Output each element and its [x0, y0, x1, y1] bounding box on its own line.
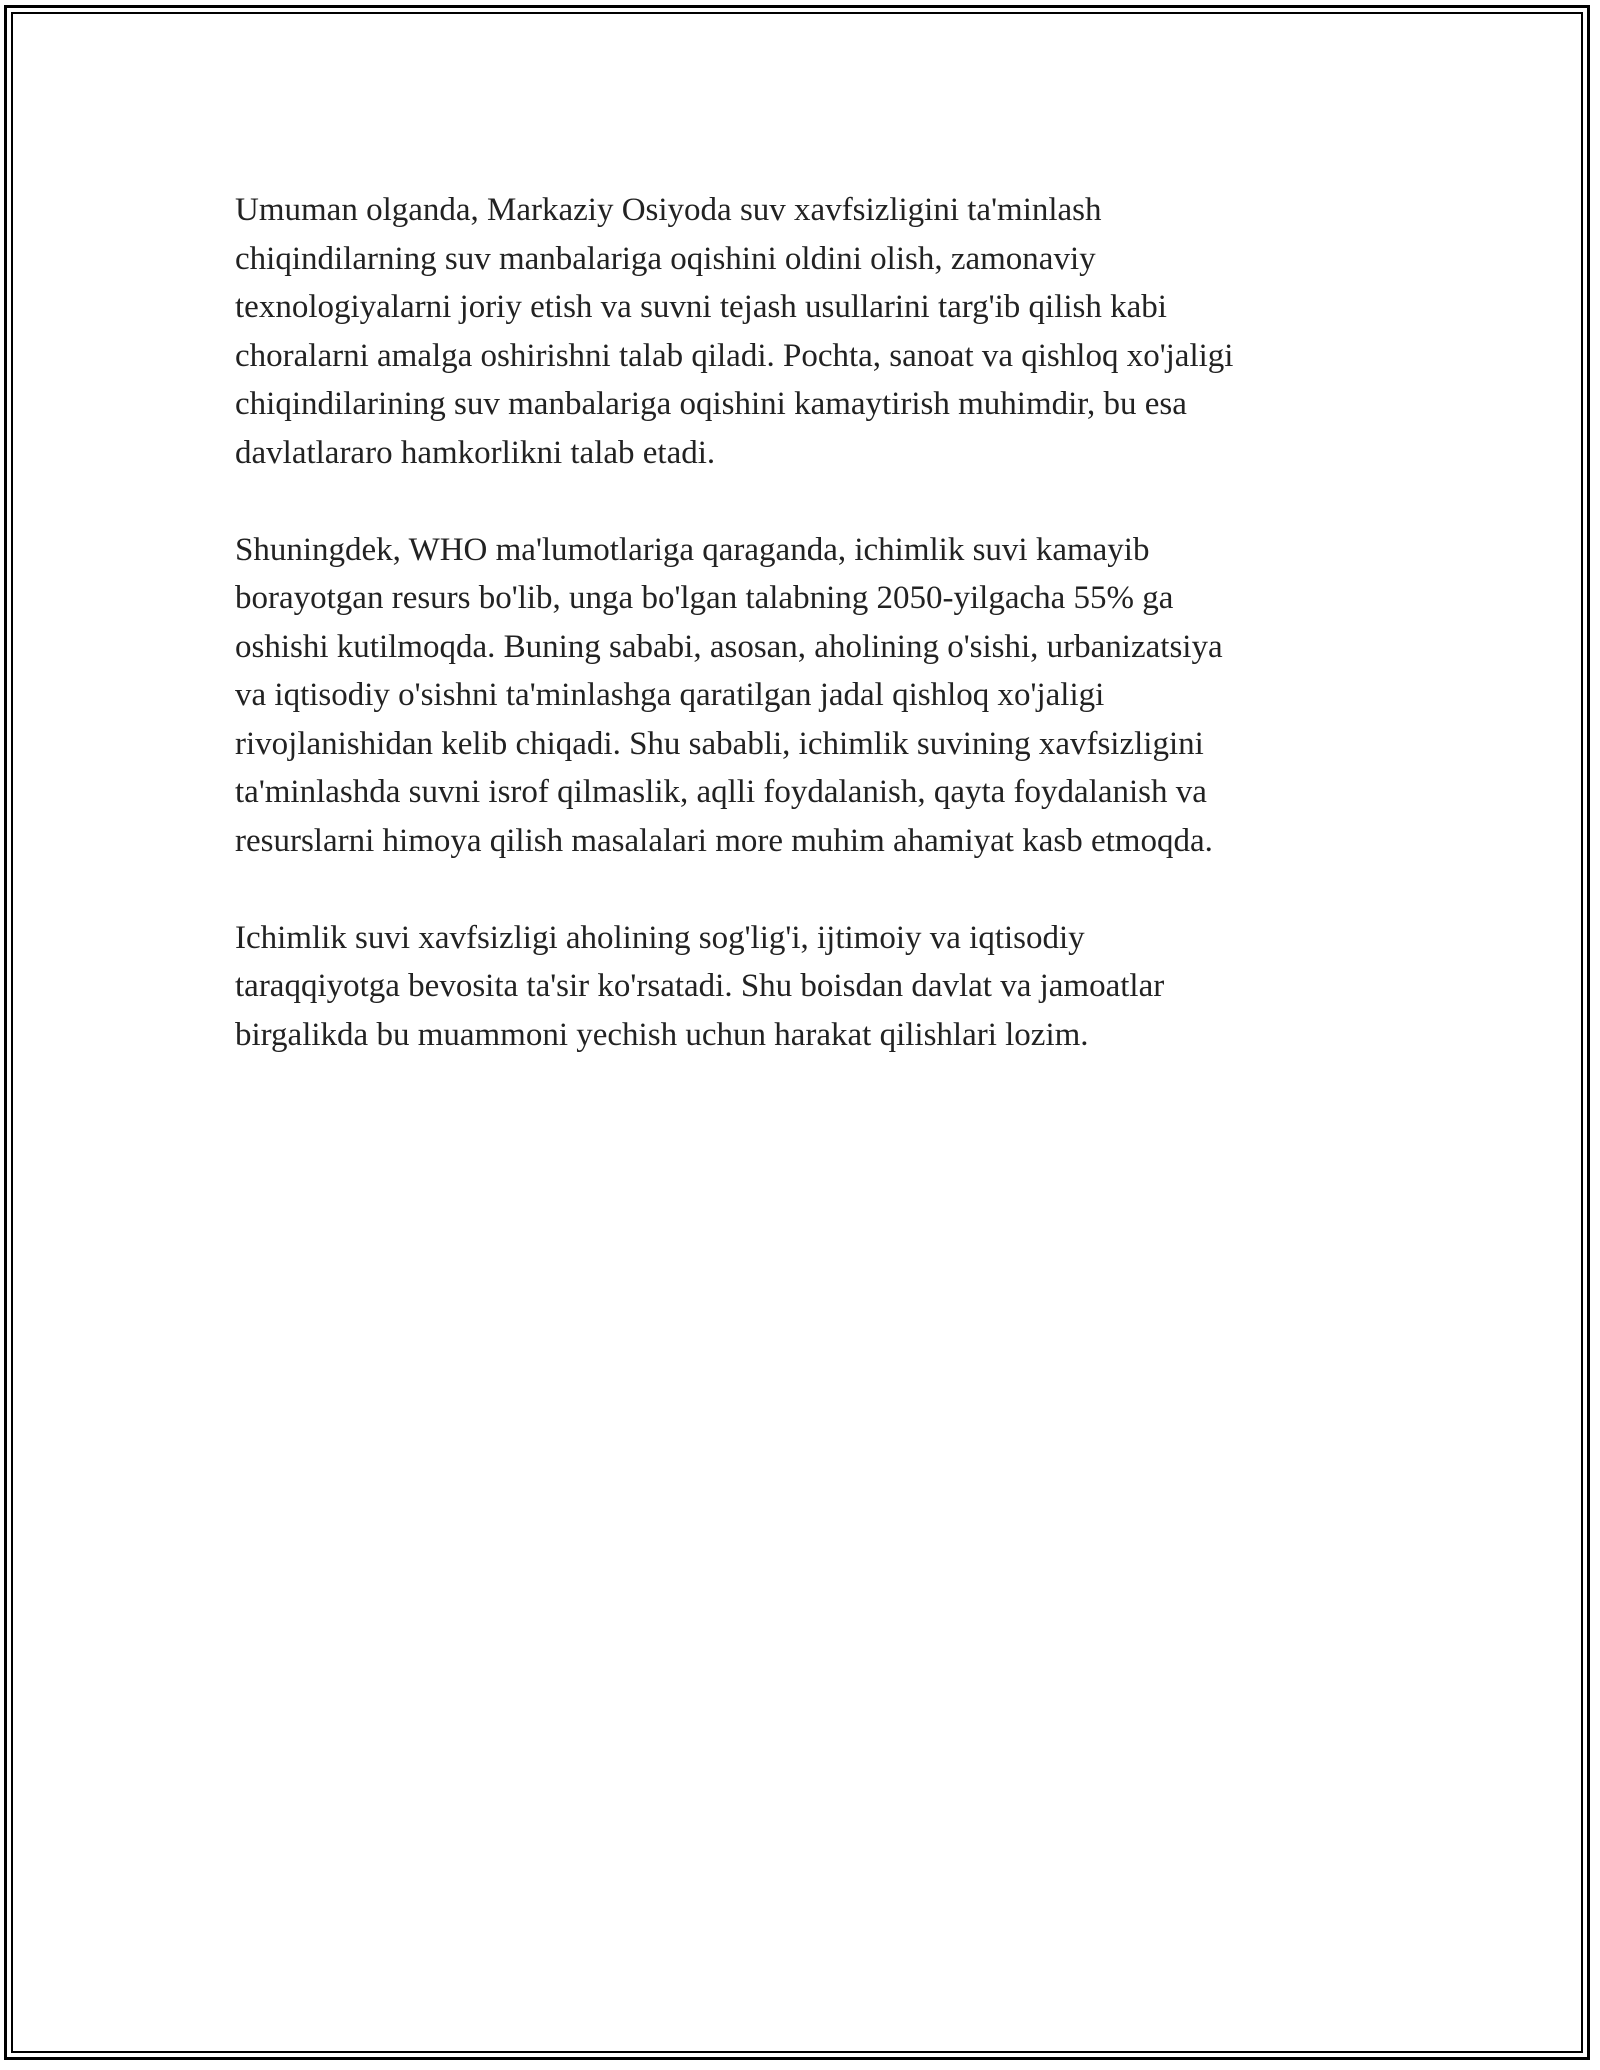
- document-body: [235, 186, 1375, 1108]
- text-line: oshishi kutilmoqda. Buning sababi, asosan, aholining o'sishi, urbanizatsiya: [235, 628, 1223, 665]
- paragraph-1: [235, 186, 1375, 477]
- text-line: Umuman olganda, Markaziy Osiyoda suv xavfsizligini ta'minlash: [235, 192, 1102, 228]
- text-line: chiqindilarning suv manbalariga oqishini oldini olish, zamonaviy: [235, 240, 1096, 277]
- paragraph-2: [235, 526, 1375, 866]
- text-line: Shuningdek, WHO ma'lumotlariga qaraganda, ichimlik suvi kamayib: [235, 531, 1150, 568]
- text-line: birgalikda bu muammoni yechish uchun harakat qilishlari lozim.: [235, 1016, 1089, 1053]
- text-line: resurslarni himoya qilish masalalari more muhim ahamiyat kasb etmoqda.: [235, 822, 1213, 859]
- paragraph-3: [235, 914, 1375, 1060]
- text-line: Ichimlik suvi xavfsizligi aholining sog'lig'i, ijtimoiy va iqtisodiy: [235, 919, 1085, 956]
- text-line: texnologiyalarni joriy etish va suvni tejash usullarini targ'ib qilish kabi: [235, 289, 1167, 325]
- text-line: choralarni amalga oshirishni talab qiladi. Pochta, sanoat va qishloq xo'jaligi: [235, 337, 1234, 374]
- text-line: rivojlanishidan kelib chiqadi. Shu sababli, ichimlik suvining xavfsizligini: [235, 725, 1204, 762]
- text-line: chiqindilarining suv manbalariga oqishini kamaytirish muhimdir, bu esa: [235, 386, 1187, 422]
- text-line: borayotgan resurs bo'lib, unga bo'lgan talabning 2050-yilgacha 55% ga: [235, 580, 1174, 616]
- text-line: va iqtisodiy o'sishni ta'minlashga qaratilgan jadal qishloq xo'jaligi: [235, 677, 1105, 713]
- text-line: davlatlararo hamkorlikni talab etadi.: [235, 434, 716, 471]
- text-line: ta'minlashda suvni isrof qilmaslik, aqlli foydalanish, qayta foydalanish va: [235, 774, 1207, 810]
- text-line: taraqqiyotga bevosita ta'sir ko'rsatadi. Shu boisdan davlat va jamoatlar: [235, 968, 1165, 1004]
